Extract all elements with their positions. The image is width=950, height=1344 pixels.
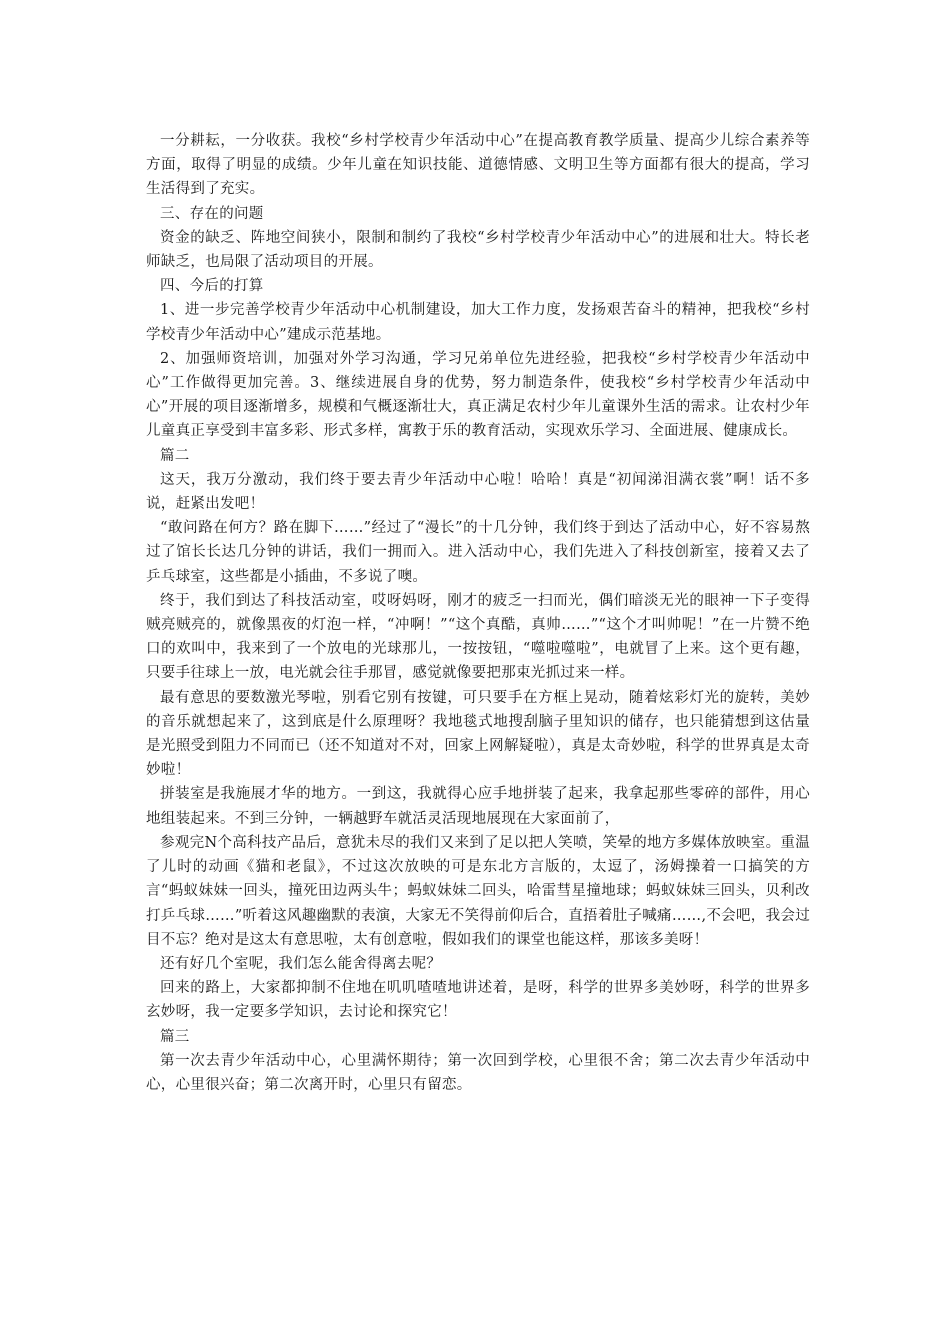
document-body: [146, 129, 810, 1097]
paragraph-problems: 资金的缺乏、阵地空间狭小，限制和制约了我校“乡村学校青少年活动中心”的进展和壮大。特长老师缺乏，也局限了活动项目的开展。: [146, 229, 810, 271]
paragraph-arrival: “敢问路在何方？路在脚下……”经过了“漫长”的十几分钟，我们终于到达了活动中心，好不容易熬过了馆长长达几分钟的讲话，我们一拥而入。进入活动中心，我们先进入了科技创新室，接着又去了乒乓球室，这些都是小插曲，不多说了噢。: [146, 520, 810, 585]
paragraph-visits: 第一次去青少年活动中心，心里满怀期待；第一次回到学校，心里很不舍；第二次去青少年活动中心，心里很兴奋；第二次离开时，心里只有留恋。: [146, 1052, 810, 1093]
paragraph-assembly-room: 拼装室是我施展才华的地方。一到这，我就得心应手地拼装了起来，我拿起那些零碎的部件，用心地组装起来。不到三分钟，一辆越野车就活灵活现地展现在大家面前了，: [146, 786, 810, 827]
paragraph-plan-2-3: 2、加强师资培训，加强对外学习沟通，学习兄弟单位先进经验，把我校“乡村学校青少年活动中心”工作做得更加完善。3、继续进展自身的优势，努力制造条件，使我校“乡村学校青少年活动中心”开展的项目逐渐增多，规模和气概逐渐壮大，真正满足农村少年儿童课外生活的需求。让农村少年儿童真正享受到丰富多彩、形式多样，寓教于乐的教育活动，实现欢乐学习、全面进展、健康成长。: [146, 350, 810, 440]
heading-part-three: 篇三: [160, 1028, 190, 1045]
paragraph-way-back: 回来的路上，大家都抑制不住地在叽叽喳喳地讲述着，是呀，科学的世界多美妙呀，科学的世界多玄妙呀，我一定要多学知识，去讨论和探究它！: [146, 980, 810, 1021]
paragraph-reluctant: 还有好几个室呢，我们怎么能舍得离去呢？: [160, 955, 442, 972]
paragraph-multimedia-room: 参观完N个高科技产品后，意犹未尽的我们又来到了足以把人笑喷，笑晕的地方多媒体放映室。重温了儿时的动画《猫和老鼠》，不过这次放映的可是东北方言版的，太逗了，汤姆操着一口搞笑的方言“蚂蚁妹妹一回头，撞死田边两头牛；蚂蚁妹妹二回头，哈雷彗星撞地球；蚂蚁妹妹三回头，贝利改打乒乓球……”听着这风趣幽默的表演，大家无不笑得前仰后合，直捂着肚子喊痛……,不会吧，我会过目不忘？绝对是这太有意思啦，太有创意啦，假如我们的课堂也能这样，那该多美呀！: [146, 834, 810, 948]
heading-future-plans: 四、今后的打算: [160, 278, 264, 295]
heading-part-two: 篇二: [160, 447, 190, 464]
paragraph-harvest: 一分耕耘，一分收获。我校“乡村学校青少年活动中心”在提高教育教学质量、提高少儿综合素养等方面，取得了明显的成绩。少年儿童在知识技能、道德情感、文明卫生等方面都有很大的提高，学习生活得到了充实。: [146, 133, 810, 198]
paragraph-laser-harp: 最有意思的要数激光琴啦，别看它别有按键，可只要手在方框上晃动，随着炫彩灯光的旋转，美妙的音乐就想起来了，这到底是什么原理呀？我地毯式地搜刮脑子里知识的储存，也只能猜想到这估量是光照受到阻力不同而已（还不知道对不对，回家上网解疑啦），真是太奇妙啦，科学的世界真是太奇妙啦！: [146, 689, 810, 779]
paragraph-tech-room: 终于，我们到达了科技活动室，哎呀妈呀，刚才的疲乏一扫而光，偶们暗淡无光的眼神一下子变得贼亮贼亮的，就像黑夜的灯泡一样，“冲啊！”“这个真酷，真帅……”“这个才叫帅呢！”在一片赞不绝口的欢叫中，我来到了一个放电的光球那儿，一按按钮，“噬啦噬啦”，电就冒了上来。这个更有趣，只要手往球上一放，电光就会往手那冒，感觉就像要把那束光抓过来一样。: [146, 592, 810, 682]
heading-existing-problems: 三、存在的问题: [160, 205, 264, 222]
paragraph-plan-1: 1、进一步完善学校青少年活动中心机制建设，加大工作力度，发扬艰苦奋斗的精神，把我校“乡村学校青少年活动中心”建成示范基地。: [146, 302, 810, 343]
paragraph-excited: 这天，我万分激动，我们终于要去青少年活动中心啦！哈哈！真是“初闻涕泪满衣裳”啊！话不多说，赶紧出发吧！: [146, 471, 810, 513]
